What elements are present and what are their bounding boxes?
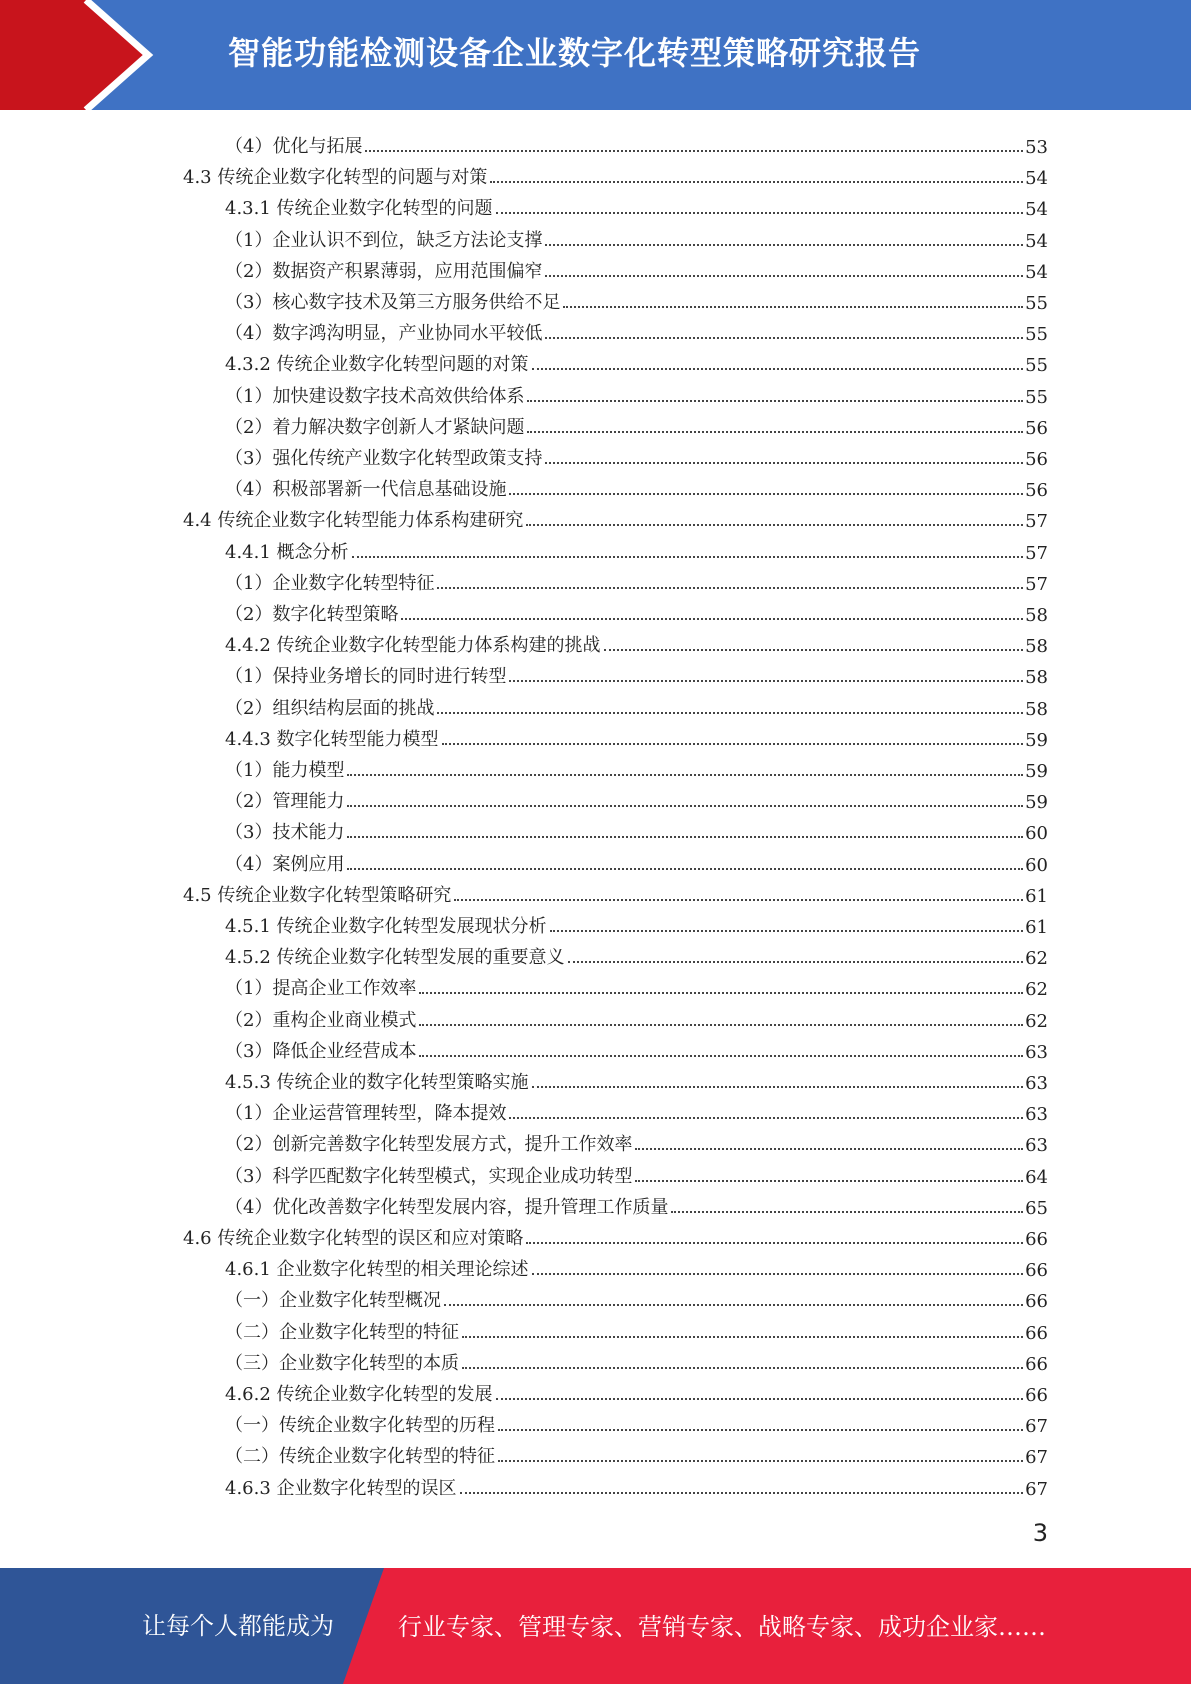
- toc-entry-title: 4.3.1 传统企业数字化转型的问题: [225, 198, 493, 219]
- toc-dot-leader: [462, 1367, 1023, 1369]
- toc-dot-leader: [527, 400, 1023, 402]
- toc-entry-level-3: [225, 222, 1048, 252]
- toc-dot-leader: [545, 337, 1023, 339]
- toc-entry-level-2: [225, 1376, 1048, 1406]
- toc-dot-leader: [498, 1429, 1023, 1431]
- toc-entry-page: 53: [1025, 137, 1048, 158]
- toc-entry-title: 4.5.3 传统企业的数字化转型策略实施: [225, 1072, 529, 1093]
- toc-entry-title: 4.6.2 传统企业数字化转型的发展: [225, 1384, 493, 1405]
- toc-entry-page: 63: [1025, 1104, 1048, 1125]
- toc-entry-level-3: [225, 658, 1048, 688]
- toc-entry-level-1: [183, 159, 1048, 189]
- toc-dot-leader: [545, 244, 1023, 246]
- toc-dot-leader: [365, 150, 1023, 152]
- toc-entry-title: 4.6.3 企业数字化转型的误区: [225, 1478, 457, 1499]
- toc-entry-title: （4）优化改善数字化转型发展内容，提升管理工作质量: [225, 1197, 669, 1218]
- toc-entry-title: （1）提高企业工作效率: [225, 978, 417, 999]
- toc-entry-title: （2）重构企业商业模式: [225, 1010, 417, 1031]
- toc-dot-leader: [437, 712, 1023, 714]
- toc-entry-page: 60: [1025, 823, 1048, 844]
- toc-entry-page: 58: [1025, 605, 1048, 626]
- toc-entry-level-3: [225, 440, 1048, 470]
- toc-entry-title: （2）创新完善数字化转型发展方式，提升工作效率: [225, 1134, 633, 1155]
- toc-dot-leader: [347, 836, 1023, 838]
- footer-bar: [0, 1568, 1191, 1684]
- toc-entry-level-3: [225, 1345, 1048, 1375]
- toc-dot-leader: [498, 1460, 1023, 1462]
- toc-dot-leader: [563, 306, 1023, 308]
- toc-dot-leader: [568, 961, 1024, 963]
- footer-slogan-left: 让每个人都能成为: [142, 1612, 334, 1640]
- toc-dot-leader: [509, 680, 1023, 682]
- toc-entry-level-2: [225, 939, 1048, 969]
- toc-entry-title: 4.4.1 概念分析: [225, 542, 349, 563]
- toc-dot-leader: [462, 1336, 1023, 1338]
- toc-entry-level-3: [225, 1126, 1048, 1156]
- toc-entry-level-3: [225, 970, 1048, 1000]
- toc-entry-page: 57: [1025, 574, 1048, 595]
- toc-entry-level-3: [225, 409, 1048, 439]
- footer-slogan-right: 行业专家、管理专家、营销专家、战略专家、成功企业家……: [398, 1613, 1046, 1641]
- toc-entry-page: 59: [1025, 792, 1048, 813]
- toc-entry-title: （2）数字化转型策略: [225, 604, 399, 625]
- toc-dot-leader: [437, 587, 1023, 589]
- toc-entry-title: 4.6 传统企业数字化转型的误区和应对策略: [183, 1228, 524, 1249]
- toc-entry-title: （二）企业数字化转型的特征: [225, 1322, 459, 1343]
- toc-entry-level-2: [225, 908, 1048, 938]
- toc-entry-title: （2）组织结构层面的挑战: [225, 698, 435, 719]
- toc-entry-title: （1）保持业务增长的同时进行转型: [225, 666, 507, 687]
- toc-entry-title: （3）技术能力: [225, 822, 345, 843]
- toc-entry-page: 62: [1025, 979, 1048, 1000]
- toc-entry-title: 4.5.2 传统企业数字化转型发展的重要意义: [225, 947, 565, 968]
- toc-dot-leader: [526, 524, 1023, 526]
- toc-entry-level-3: [225, 253, 1048, 283]
- toc-entry-title: （1）企业认识不到位，缺乏方法论支撑: [225, 230, 543, 251]
- toc-entry-title: （一）传统企业数字化转型的历程: [225, 1415, 495, 1436]
- toc-entry-level-3: [225, 690, 1048, 720]
- toc-entry-page: 66: [1025, 1323, 1048, 1344]
- toc-entry-page: 56: [1025, 480, 1048, 501]
- toc-entry-level-3: [225, 1002, 1048, 1032]
- toc-dot-leader: [635, 1148, 1023, 1150]
- toc-dot-leader: [526, 1242, 1023, 1244]
- toc-entry-title: 4.5.1 传统企业数字化转型发展现状分析: [225, 916, 547, 937]
- toc-dot-leader: [532, 368, 1024, 370]
- toc-entry-page: 56: [1025, 449, 1048, 470]
- toc-entry-title: （一）企业数字化转型概况: [225, 1290, 441, 1311]
- toc-entry-page: 66: [1025, 1229, 1048, 1250]
- toc-dot-leader: [419, 992, 1023, 994]
- toc-entry-title: （1）企业数字化转型特征: [225, 573, 435, 594]
- toc-dot-leader: [527, 431, 1023, 433]
- toc-entry-level-3: [225, 1407, 1048, 1437]
- toc-entry-title: 4.5 传统企业数字化转型策略研究: [183, 885, 452, 906]
- toc-entry-page: 63: [1025, 1135, 1048, 1156]
- toc-entry-page: 58: [1025, 636, 1048, 657]
- toc-entry-level-3: [225, 1158, 1048, 1188]
- toc-entry-level-3: [225, 846, 1048, 876]
- toc-dot-leader: [401, 618, 1023, 620]
- toc-entry-level-1: [183, 877, 1048, 907]
- toc-entry-page: 62: [1025, 948, 1048, 969]
- toc-entry-level-2: [225, 190, 1048, 220]
- toc-dot-leader: [509, 1117, 1023, 1119]
- toc-dot-leader: [347, 868, 1023, 870]
- toc-entry-level-3: [225, 378, 1048, 408]
- toc-entry-level-3: [225, 128, 1048, 158]
- toc-entry-page: 58: [1025, 699, 1048, 720]
- page-number: 3: [1032, 1519, 1048, 1547]
- toc-entry-title: （4）积极部署新一代信息基础设施: [225, 479, 507, 500]
- toc-entry-title: （4）案例应用: [225, 854, 345, 875]
- toc-dot-leader: [496, 1398, 1024, 1400]
- toc-entry-title: （3）科学匹配数字化转型模式，实现企业成功转型: [225, 1166, 633, 1187]
- toc-entry-title: （3）强化传统产业数字化转型政策支持: [225, 448, 543, 469]
- toc-entry-title: （1）加快建设数字技术高效供给体系: [225, 386, 525, 407]
- toc-entry-page: 54: [1025, 231, 1048, 252]
- toc-entry-page: 67: [1025, 1447, 1048, 1468]
- toc-entry-page: 64: [1025, 1167, 1048, 1188]
- toc-dot-leader: [444, 1304, 1023, 1306]
- toc-dot-leader: [460, 1492, 1024, 1494]
- toc-entry-title: （4）数字鸿沟明显，产业协同水平较低: [225, 323, 543, 344]
- toc-entry-level-3: [225, 1033, 1048, 1063]
- toc-dot-leader: [442, 743, 1024, 745]
- toc-dot-leader: [671, 1211, 1023, 1213]
- toc-entry-page: 63: [1025, 1042, 1048, 1063]
- toc-entry-page: 66: [1025, 1291, 1048, 1312]
- toc-entry-title: 4.4.3 数字化转型能力模型: [225, 729, 439, 750]
- toc-entry-page: 57: [1025, 543, 1048, 564]
- toc-entry-page: 60: [1025, 855, 1048, 876]
- toc-dot-leader: [532, 1086, 1024, 1088]
- toc-entry-level-3: [225, 284, 1048, 314]
- toc-entry-level-3: [225, 1189, 1048, 1219]
- toc-entry-page: 63: [1025, 1073, 1048, 1094]
- toc-entry-level-2: [225, 346, 1048, 376]
- report-title: 智能功能检测设备企业数字化转型策略研究报告: [228, 34, 922, 72]
- toc-entry-level-3: [225, 1282, 1048, 1312]
- toc-dot-leader: [509, 493, 1023, 495]
- toc-entry-level-2: [225, 627, 1048, 657]
- toc-entry-level-3: [225, 471, 1048, 501]
- toc-dot-leader: [347, 805, 1023, 807]
- toc-entry-level-3: [225, 1438, 1048, 1468]
- toc-entry-title: 4.3.2 传统企业数字化转型问题的对策: [225, 354, 529, 375]
- toc-entry-title: 4.6.1 企业数字化转型的相关理论综述: [225, 1259, 529, 1280]
- toc-entry-level-3: [225, 565, 1048, 595]
- toc-entry-page: 66: [1025, 1385, 1048, 1406]
- toc-entry-title: （2）管理能力: [225, 791, 345, 812]
- toc-entry-page: 66: [1025, 1354, 1048, 1375]
- toc-dot-leader: [352, 556, 1024, 558]
- toc-entry-page: 65: [1025, 1198, 1048, 1219]
- toc-entry-level-3: [225, 752, 1048, 782]
- toc-dot-leader: [550, 930, 1024, 932]
- header-bar: [0, 0, 1191, 110]
- toc-entry-level-2: [225, 534, 1048, 564]
- toc-entry-level-3: [225, 596, 1048, 626]
- toc-dot-leader: [419, 1024, 1023, 1026]
- toc-dot-leader: [545, 275, 1023, 277]
- toc-entry-title: （2）着力解决数字创新人才紧缺问题: [225, 417, 525, 438]
- toc-entry-level-1: [183, 502, 1048, 532]
- toc-entry-page: 55: [1025, 387, 1048, 408]
- toc-dot-leader: [347, 774, 1023, 776]
- toc-entry-page: 58: [1025, 667, 1048, 688]
- toc-entry-level-1: [183, 1220, 1048, 1250]
- toc-entry-page: 66: [1025, 1260, 1048, 1281]
- toc-entry-level-3: [225, 783, 1048, 813]
- toc-dot-leader: [419, 1055, 1023, 1057]
- toc-entry-title: 4.4.2 传统企业数字化转型能力体系构建的挑战: [225, 635, 601, 656]
- toc-entry-title: （3）核心数字技术及第三方服务供给不足: [225, 292, 561, 313]
- toc-entry-page: 56: [1025, 418, 1048, 439]
- toc-entry-page: 61: [1025, 917, 1048, 938]
- toc-entry-title: （三）企业数字化转型的本质: [225, 1353, 459, 1374]
- toc-entry-level-3: [225, 315, 1048, 345]
- toc-entry-page: 55: [1025, 324, 1048, 345]
- toc-entry-page: 62: [1025, 1011, 1048, 1032]
- toc-entry-level-3: [225, 1314, 1048, 1344]
- toc-dot-leader: [490, 181, 1023, 183]
- toc-entry-page: 67: [1025, 1416, 1048, 1437]
- toc-entry-level-3: [225, 814, 1048, 844]
- toc-entry-level-3: [225, 1095, 1048, 1125]
- toc-entry-title: 4.3 传统企业数字化转型的问题与对策: [183, 167, 488, 188]
- toc-entry-page: 54: [1025, 199, 1048, 220]
- toc-entry-page: 54: [1025, 168, 1048, 189]
- toc-entry-level-2: [225, 721, 1048, 751]
- toc-entry-level-2: [225, 1064, 1048, 1094]
- toc-entry-page: 61: [1025, 886, 1048, 907]
- toc-entry-page: 59: [1025, 761, 1048, 782]
- toc-entry-page: 54: [1025, 262, 1048, 283]
- toc-dot-leader: [454, 899, 1023, 901]
- toc-entry-title: 4.4 传统企业数字化转型能力体系构建研究: [183, 510, 524, 531]
- toc-dot-leader: [496, 212, 1024, 214]
- toc-dot-leader: [545, 462, 1023, 464]
- toc-entry-page: 55: [1025, 293, 1048, 314]
- toc-entry-page: 59: [1025, 730, 1048, 751]
- toc-entry-title: （1）企业运营管理转型，降本提效: [225, 1103, 507, 1124]
- toc-dot-leader: [532, 1273, 1024, 1275]
- toc-dot-leader: [604, 649, 1024, 651]
- toc-dot-leader: [635, 1180, 1023, 1182]
- toc-entry-page: 57: [1025, 511, 1048, 532]
- toc-entry-level-2: [225, 1251, 1048, 1281]
- toc-entry-title: （二）传统企业数字化转型的特征: [225, 1446, 495, 1467]
- toc-entry-title: （4）优化与拓展: [225, 136, 363, 157]
- toc-entry-page: 67: [1025, 1479, 1048, 1500]
- toc-entry-page: 55: [1025, 355, 1048, 376]
- toc-entry-title: （2）数据资产积累薄弱，应用范围偏窄: [225, 261, 543, 282]
- toc-entry-title: （3）降低企业经营成本: [225, 1041, 417, 1062]
- toc-entry-title: （1）能力模型: [225, 760, 345, 781]
- header-arrow-decoration: [0, 0, 160, 110]
- toc-entry-level-2: [225, 1470, 1048, 1500]
